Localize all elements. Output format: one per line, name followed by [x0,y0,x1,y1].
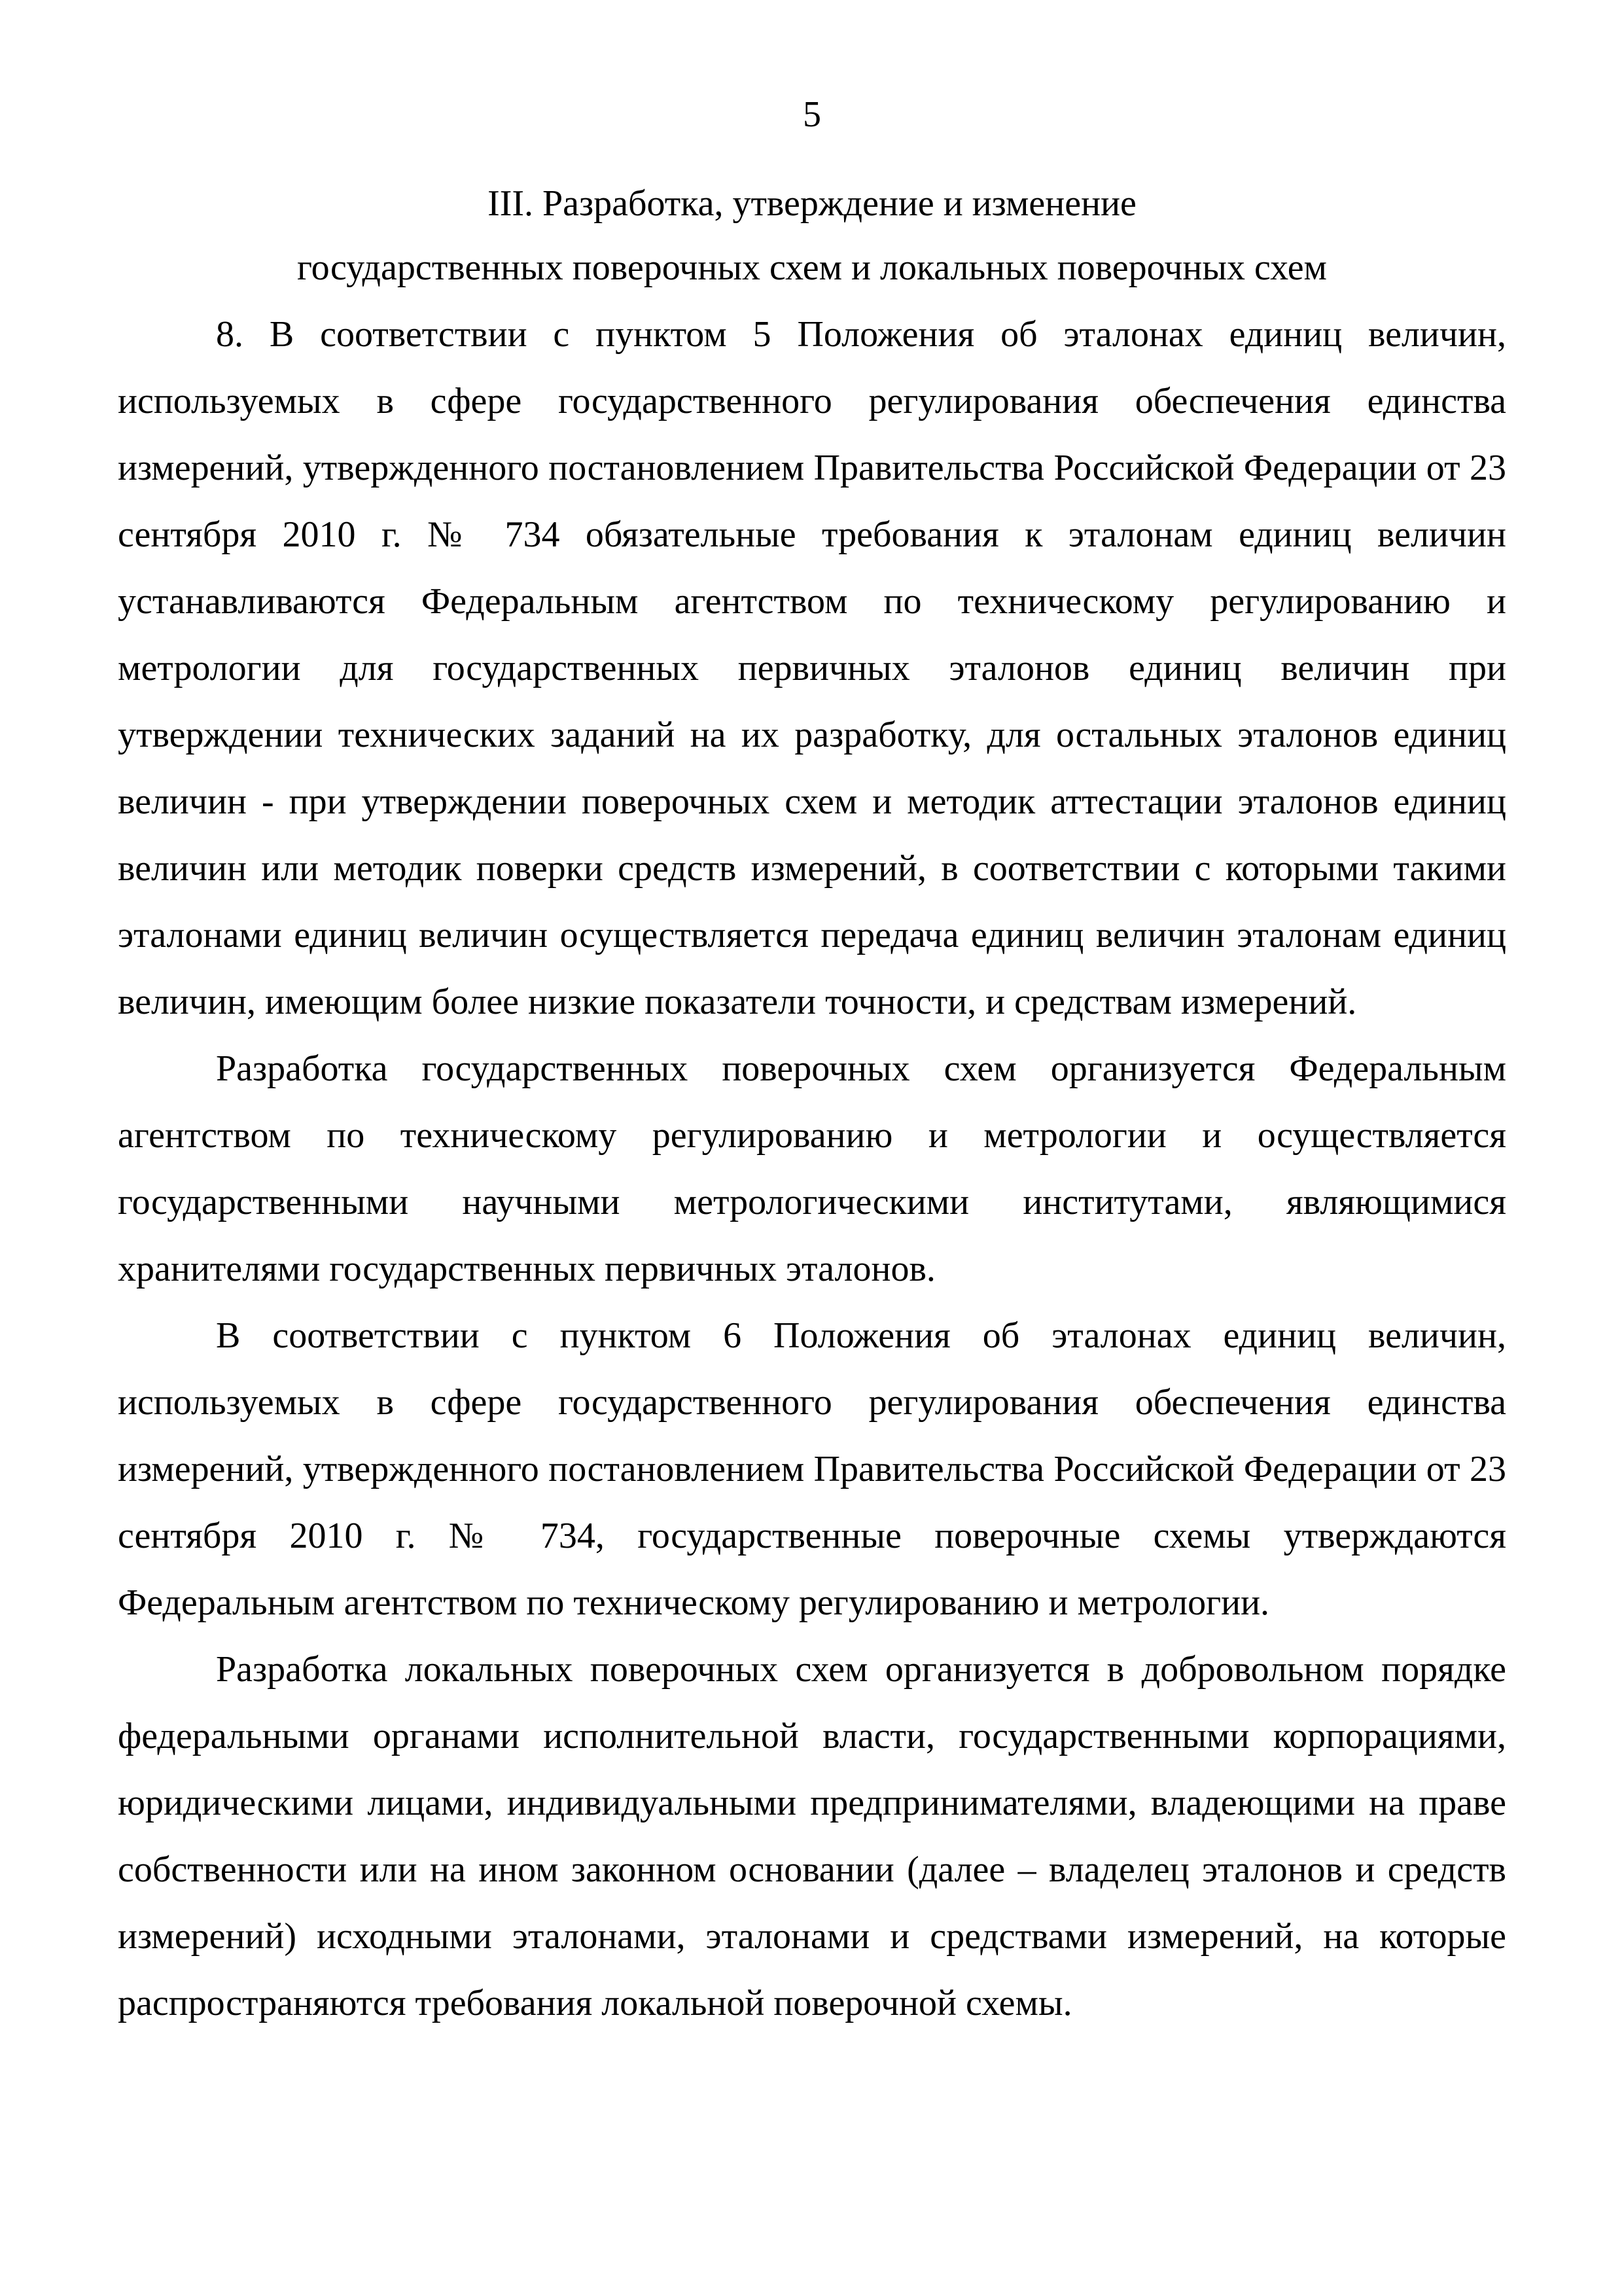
section-heading [118,171,1506,300]
paragraph-approval-state-schemes: В соответствии с пунктом 6 Положения об эталонах единиц величин, используемых в сфере государственного регулирования обеспечения единства измерений, утвержденного постановлением Правительства Российской Федерации от 23 сентября 2010 г. № 734, государственные поверочные схемы утверждаются Федеральным агентством по техническому регулированию и метрологии. [118,1315,1506,1623]
document-body [118,301,1506,2037]
paragraph-local-schemes: Разработка локальных поверочных схем организуется в добровольном порядке федеральными органами исполнительной власти, государственными корпорациями, юридическими лицами, индивидуальными предпринимателями, владеющими на праве собственности или на ином законном основании (далее – владелец эталонов и средств измерений) исходными эталонами, эталонами и средствами измерений, на которые распространяются требования локальной поверочной схемы. [118,1649,1506,2023]
section-heading-line-1: III. Разработка, утверждение и изменение [487,183,1137,224]
paragraph-8: 8. В соответствии с пунктом 5 Положения об эталонах единиц величин, используемых в сфере государственного регулирования обеспечения единства измерений, утвержденного постановлением Правительства Российской Федерации от 23 сентября 2010 г. № 734 обязательные требования к эталонам единиц величин устанавливаются Федеральным агентством по техническому регулированию и метрологии для государственных первичных эталонов единиц величин при утверждении технических заданий на их разработку, для остальных эталонов единиц величин - при утверждении поверочных схем и методик аттестации эталонов единиц величин или методик поверки средств измерений, в соответствии с которыми такими эталонами единиц величин осуществляется передача единиц величин эталонам единиц величин, имеющим более низкие показатели точности, и средствам измерений. [118,314,1506,1022]
page-number: 5 [803,94,821,135]
paragraph-development-state-schemes: Разработка государственных поверочных схем организуется Федеральным агентством по техническому регулированию и метрологии и осуществляется государственными научными метрологическими институтами, являющимися хранителями государственных первичных эталонов. [118,1048,1506,1289]
section-heading-line-2: государственных поверочных схем и локальных поверочных схем [297,247,1327,288]
